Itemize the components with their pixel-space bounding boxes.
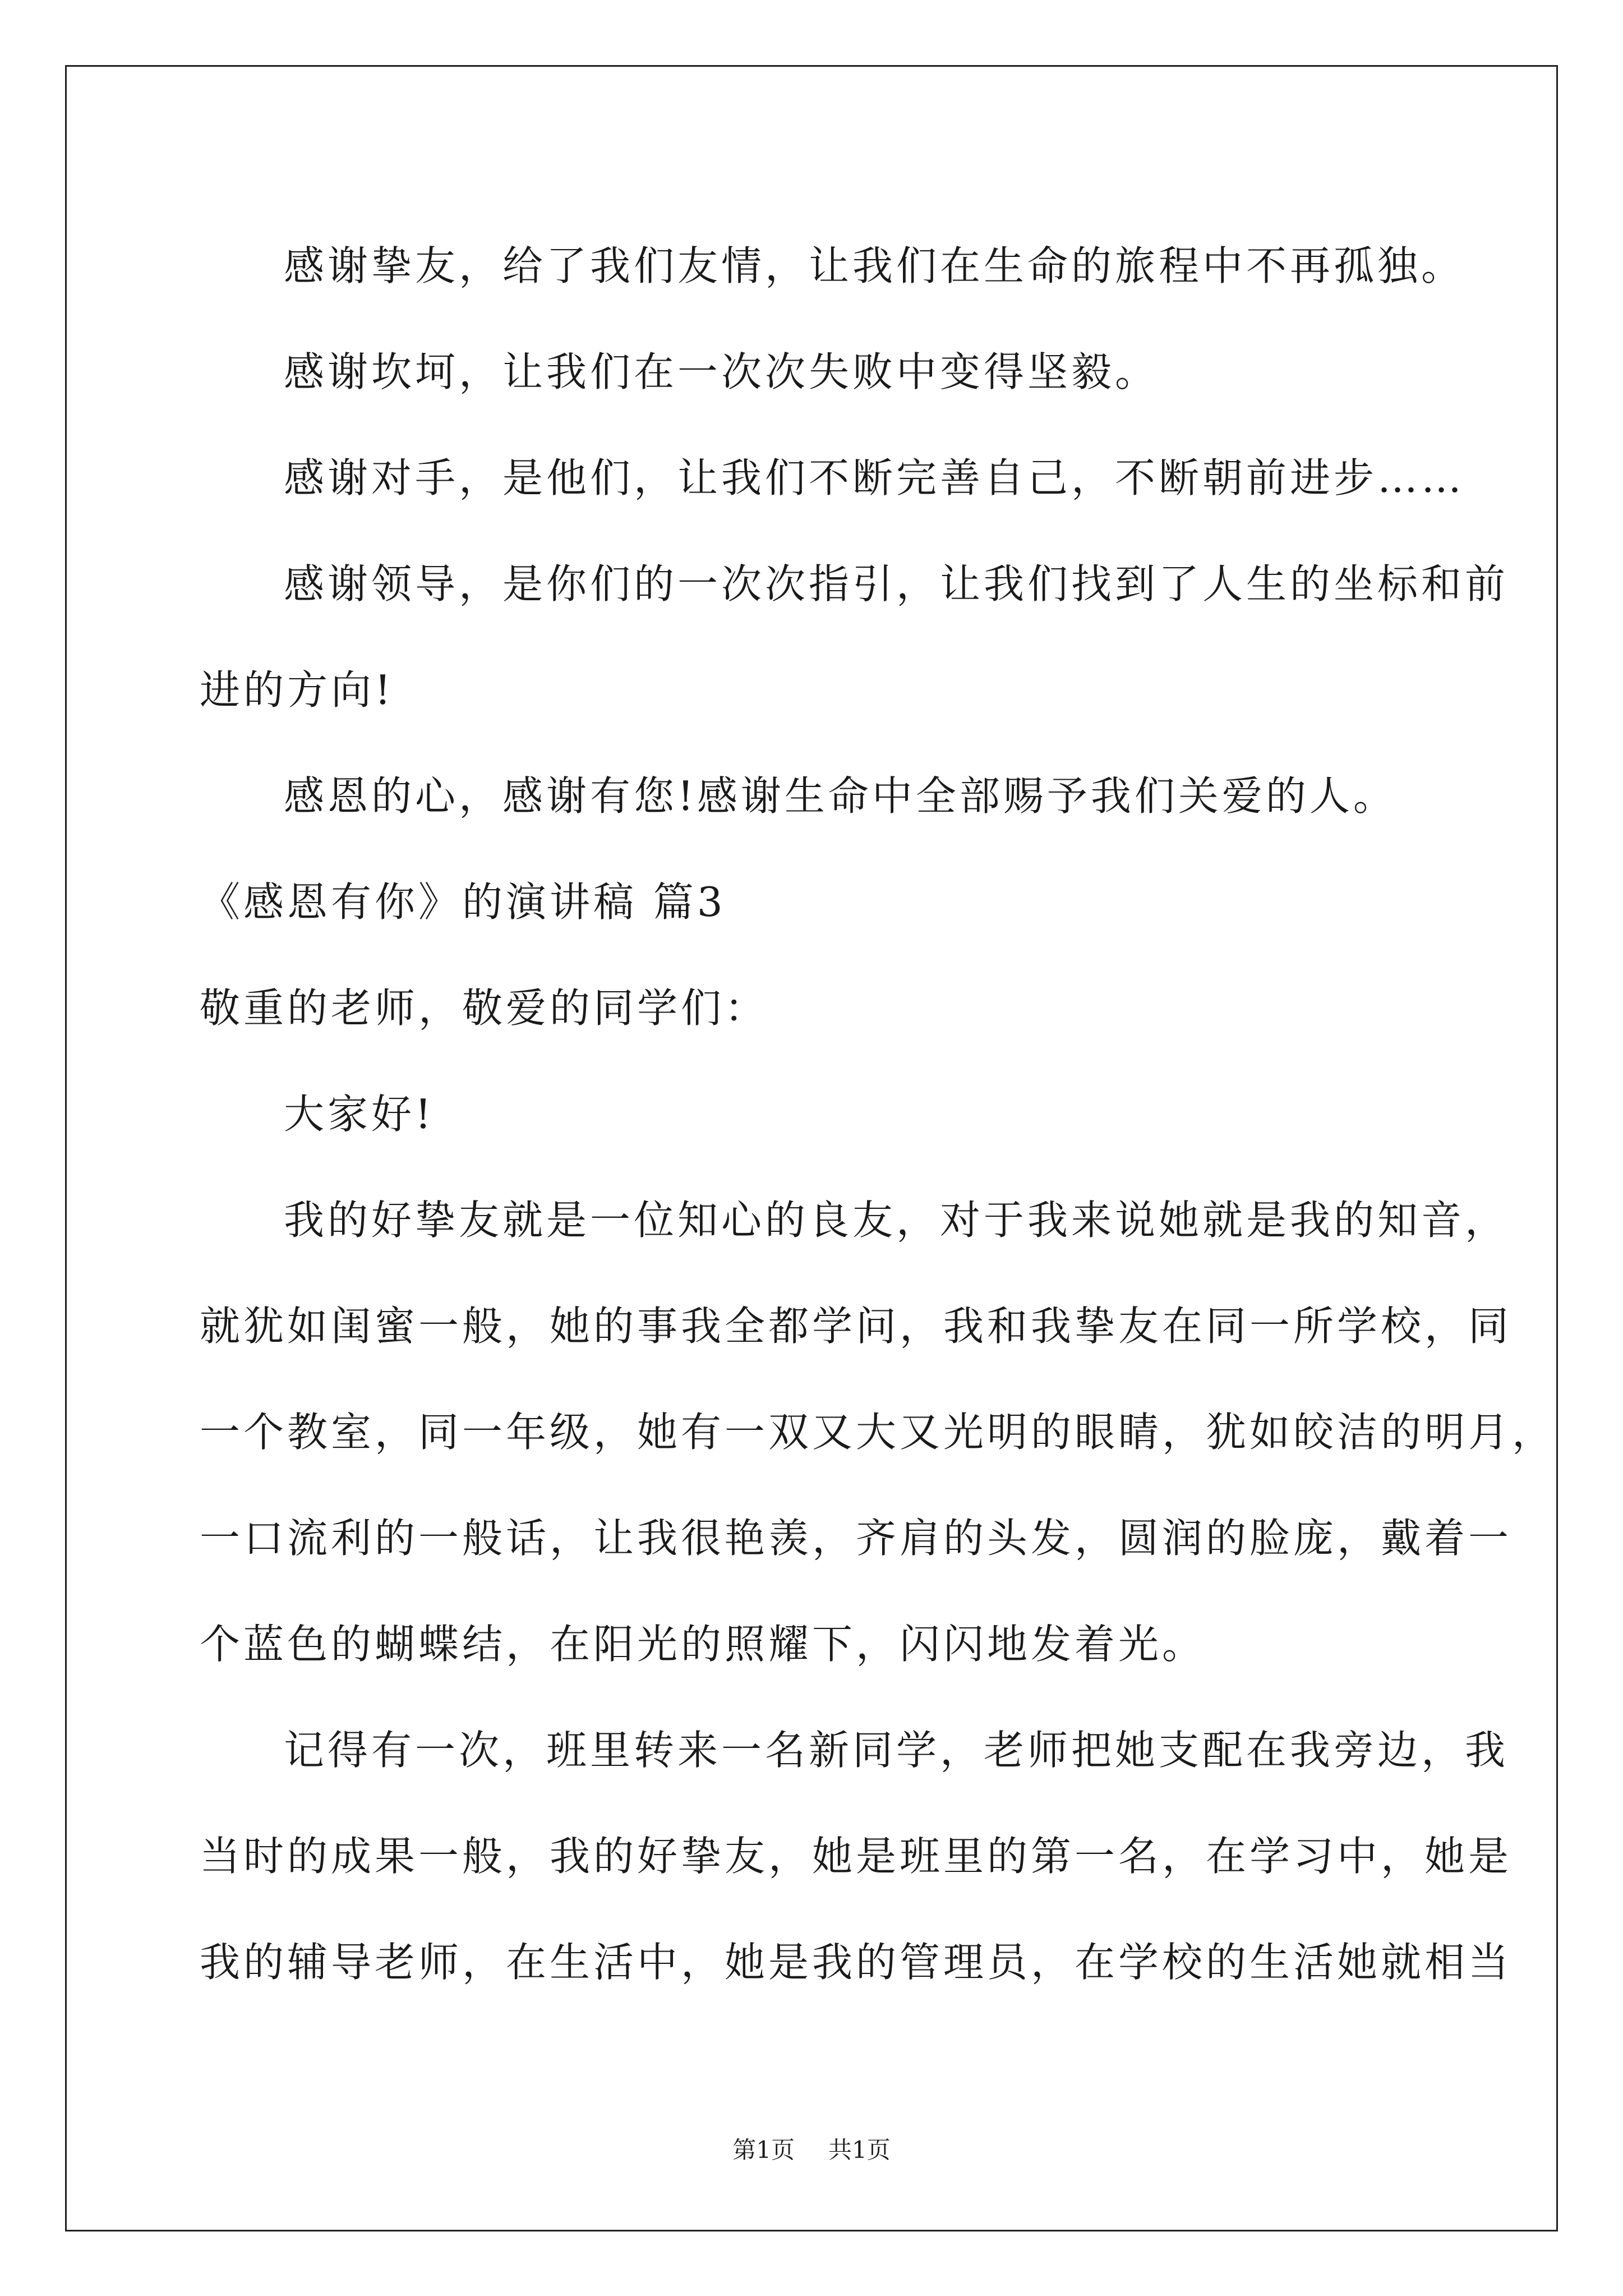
page-number: 第1页 (732, 2136, 795, 2164)
section-heading: 《感恩有你》的演讲稿 篇3 (200, 878, 726, 926)
text-line: 感恩的心，感谢有您!感谢生命中全部赐予我们关爱的人。 (284, 772, 1397, 820)
text-line: 感谢坎坷，让我们在一次次失败中变得坚毅。 (284, 348, 1159, 395)
text-line: 感谢领导，是你们的一次次指引，让我们找到了人生的坐标和前 (284, 560, 1509, 608)
page-footer (0, 2132, 1623, 2165)
text-line: 一口流利的一般话，让我很艳羡，齐肩的头发，圆润的脸庞，戴着一 (200, 1515, 1513, 1562)
text-line: 感谢对手，是他们，让我们不断完善自己，不断朝前进步…… (284, 454, 1465, 501)
text-line: 个蓝色的蝴蝶结，在阳光的照耀下，闪闪地发着光。 (200, 1621, 1206, 1668)
text-line: 进的方向! (200, 666, 394, 714)
text-line: 记得有一次，班里转来一名新同学，老师把她支配在我旁边，我 (284, 1727, 1509, 1774)
greeting: 大家好! (284, 1091, 435, 1138)
text-line: 我的辅导老师，在生活中，她是我的管理员，在学校的生活她就相当 (200, 1939, 1513, 1986)
document-body (200, 213, 1556, 2016)
text-line: 感谢挚友，给了我们友情，让我们在生命的旅程中不再孤独。 (284, 242, 1465, 289)
text-line: 我的好挚友就是一位知心的良友，对于我来说她就是我的知音， (284, 1197, 1509, 1244)
page-count: 共1页 (828, 2136, 891, 2164)
text-line: 就犹如闺蜜一般，她的事我全都学问，我和我挚友在同一所学校，同 (200, 1303, 1513, 1350)
salutation: 敬重的老师，敬爱的同学们： (200, 984, 769, 1032)
text-line: 当时的成果一般，我的好挚友，她是班里的第一名，在学习中，她是 (200, 1833, 1513, 1880)
text-line: 一个教室，同一年级，她有一双又大又光明的眼睛，犹如皎洁的明月， (200, 1409, 1556, 1456)
